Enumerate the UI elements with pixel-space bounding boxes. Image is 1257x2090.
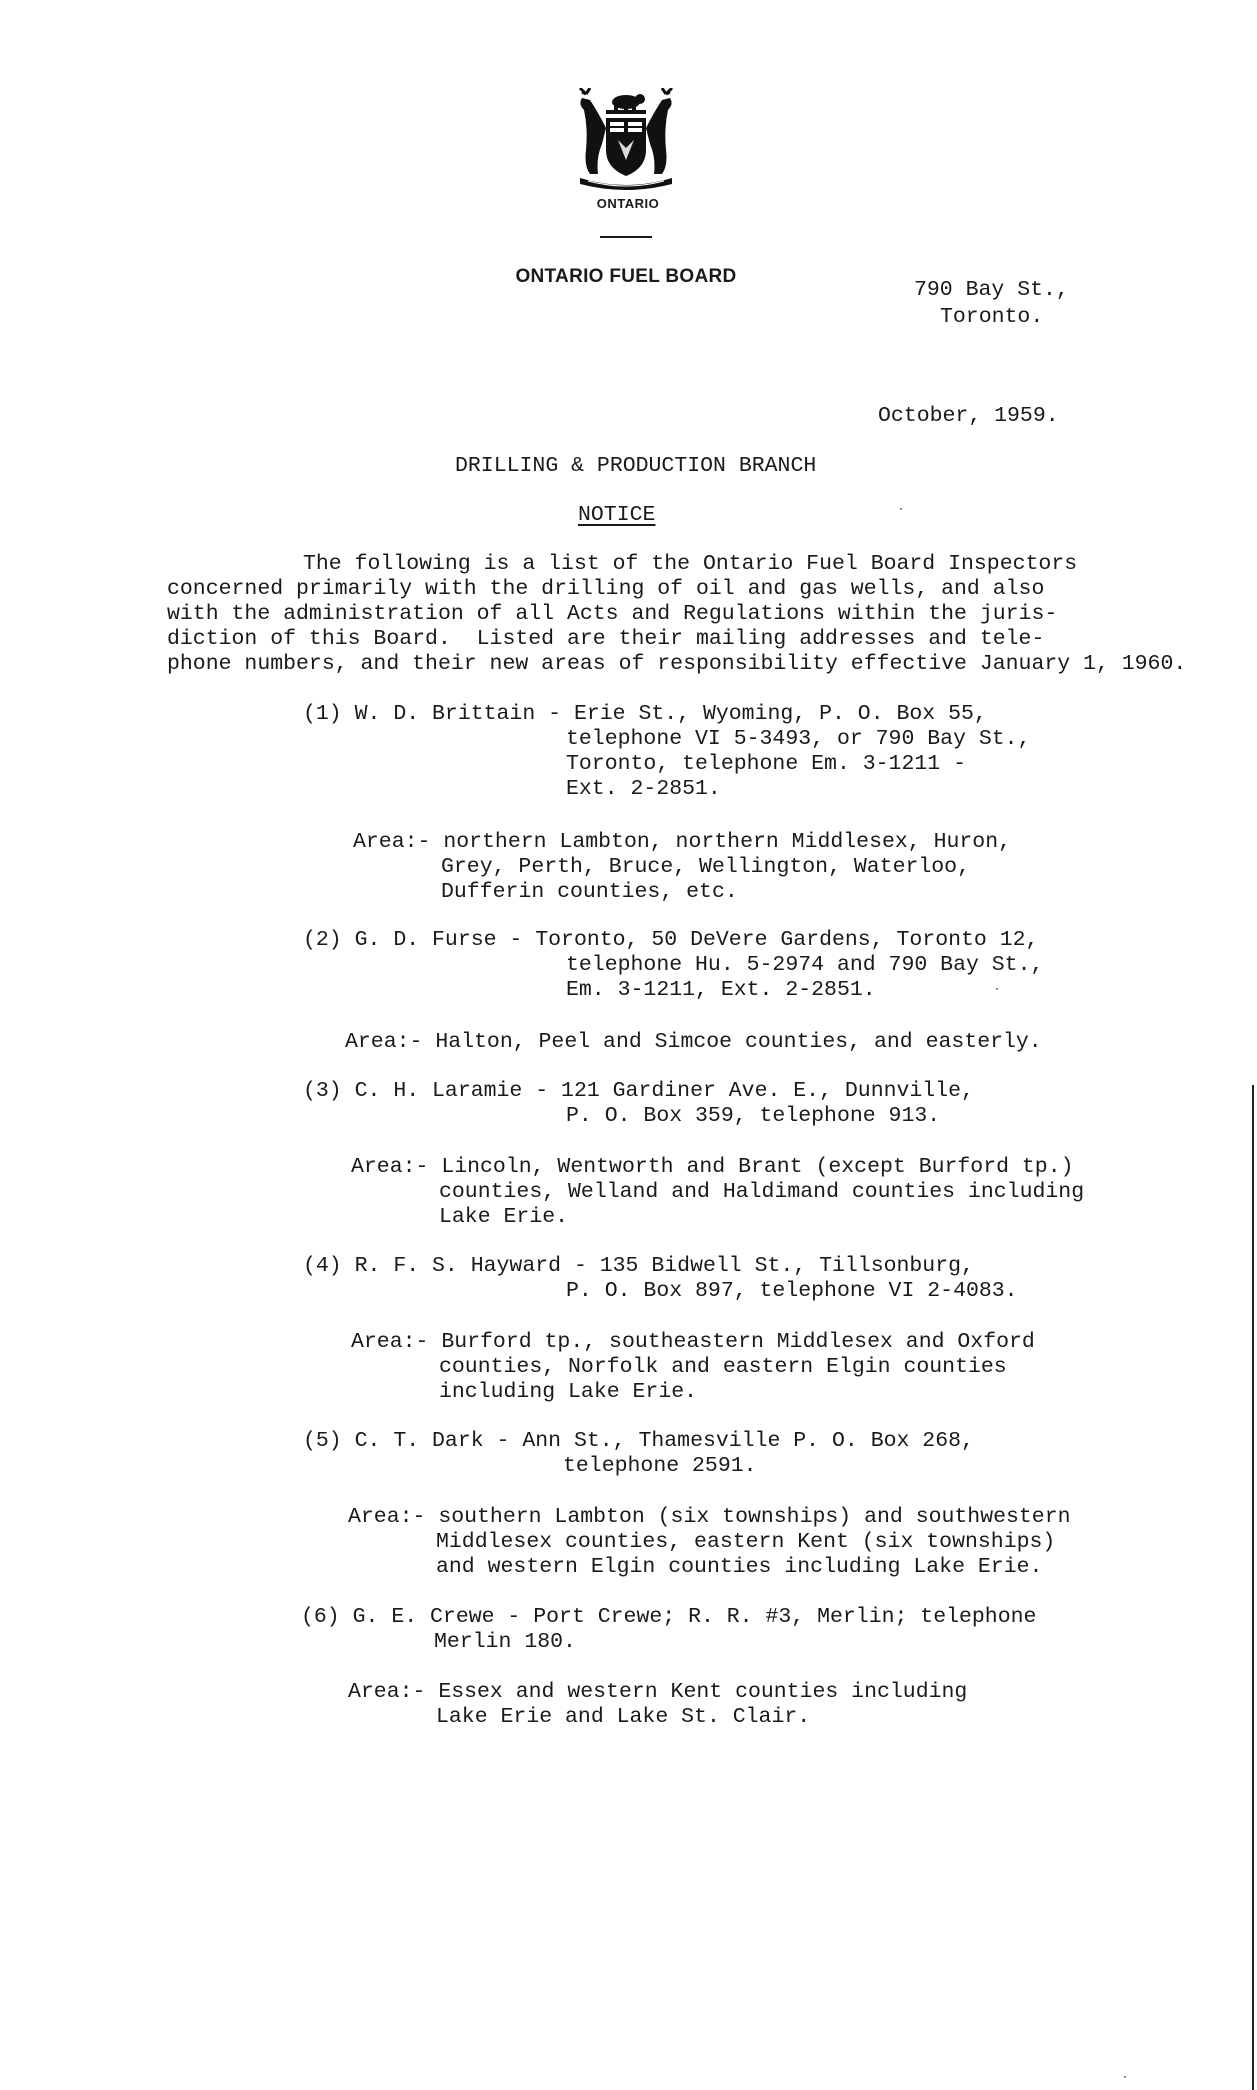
intro-line: phone numbers, and their new areas of responsibility effective January 1, 1960. [167, 652, 1187, 676]
province-label: ONTARIO [596, 196, 660, 211]
inspector-contact-line: P. O. Box 359, telephone 913. [566, 1104, 941, 1128]
inspector-contact-line: (4) R. F. S. Hayward - 135 Bidwell St., Tillsonburg, [303, 1254, 974, 1278]
area-line: Lake Erie. [439, 1205, 569, 1229]
inspector-contact-line: Ext. 2-2851. [566, 777, 721, 801]
letter-date: October, 1959. [878, 404, 1059, 428]
inspector-contact-line: (1) W. D. Brittain - Erie St., Wyoming, P. O. Box 55, [303, 702, 987, 726]
area-line: Area:- northern Lambton, northern Middlesex, Huron, [353, 830, 1012, 854]
area-line: Area:- Halton, Peel and Simcoe counties, and easterly. [345, 1030, 1042, 1054]
inspector-contact-line: Em. 3-1211, Ext. 2-2851. [566, 978, 876, 1002]
area-line: including Lake Erie. [439, 1380, 698, 1404]
branch-heading: DRILLING & PRODUCTION BRANCH [455, 454, 817, 478]
intro-line: concerned primarily with the drilling of oil and gas wells, and also [167, 577, 1045, 601]
area-line: counties, Welland and Haldimand counties including [439, 1180, 1085, 1204]
intro-line: The following is a list of the Ontario Fuel Board Inspectors [303, 552, 1078, 576]
inspector-contact-line: Merlin 180. [434, 1630, 576, 1654]
scan-speck [1124, 2076, 1126, 2078]
area-line: Area:- Burford tp., southeastern Middlesex and Oxford [351, 1330, 1035, 1354]
scan-speck [996, 988, 998, 990]
address-street: 790 Bay St., [914, 278, 1069, 302]
board-name: ONTARIO FUEL BOARD [515, 266, 737, 287]
inspector-contact-line: (5) C. T. Dark - Ann St., Thamesville P. O. Box 268, [303, 1429, 974, 1453]
inspector-contact-line: P. O. Box 897, telephone VI 2-4083. [566, 1279, 1018, 1303]
inspector-contact-line: (2) G. D. Furse - Toronto, 50 DeVere Gardens, Toronto 12, [303, 928, 1039, 952]
inspector-contact-line: telephone 2591. [563, 1454, 757, 1478]
area-line: Lake Erie and Lake St. Clair. [436, 1705, 811, 1729]
area-line: counties, Norfolk and eastern Elgin counties [439, 1355, 1007, 1379]
scan-edge-line [1252, 1085, 1254, 2090]
area-line: Area:- southern Lambton (six townships) and southwestern [348, 1505, 1071, 1529]
ontario-coat-of-arms-icon [568, 88, 684, 192]
area-line: and western Elgin counties including Lake Erie. [436, 1555, 1043, 1579]
address-city: Toronto. [940, 305, 1044, 329]
notice-title: NOTICE [578, 503, 656, 527]
scan-speck [900, 508, 902, 510]
area-line: Middlesex counties, eastern Kent (six townships) [436, 1530, 1056, 1554]
inspector-contact-line: telephone Hu. 5-2974 and 790 Bay St., [566, 953, 1044, 977]
intro-line: with the administration of all Acts and Regulations within the juris- [167, 602, 1058, 626]
intro-line: diction of this Board. Listed are their mailing addresses and tele- [167, 627, 1045, 651]
inspector-contact-line: (3) C. H. Laramie - 121 Gardiner Ave. E., Dunnville, [303, 1079, 974, 1103]
area-line: Grey, Perth, Bruce, Wellington, Waterloo, [441, 855, 970, 879]
inspector-contact-line: (6) G. E. Crewe - Port Crewe; R. R. #3, Merlin; telephone [301, 1605, 1037, 1629]
area-line: Area:- Essex and western Kent counties including [348, 1680, 968, 1704]
area-line: Dufferin counties, etc. [441, 880, 738, 904]
area-line: Area:- Lincoln, Wentworth and Brant (except Burford tp.) [351, 1155, 1074, 1179]
inspector-contact-line: telephone VI 5-3493, or 790 Bay St., [566, 727, 1031, 751]
inspector-contact-line: Toronto, telephone Em. 3-1211 - [566, 752, 966, 776]
letterhead-divider [600, 236, 652, 238]
